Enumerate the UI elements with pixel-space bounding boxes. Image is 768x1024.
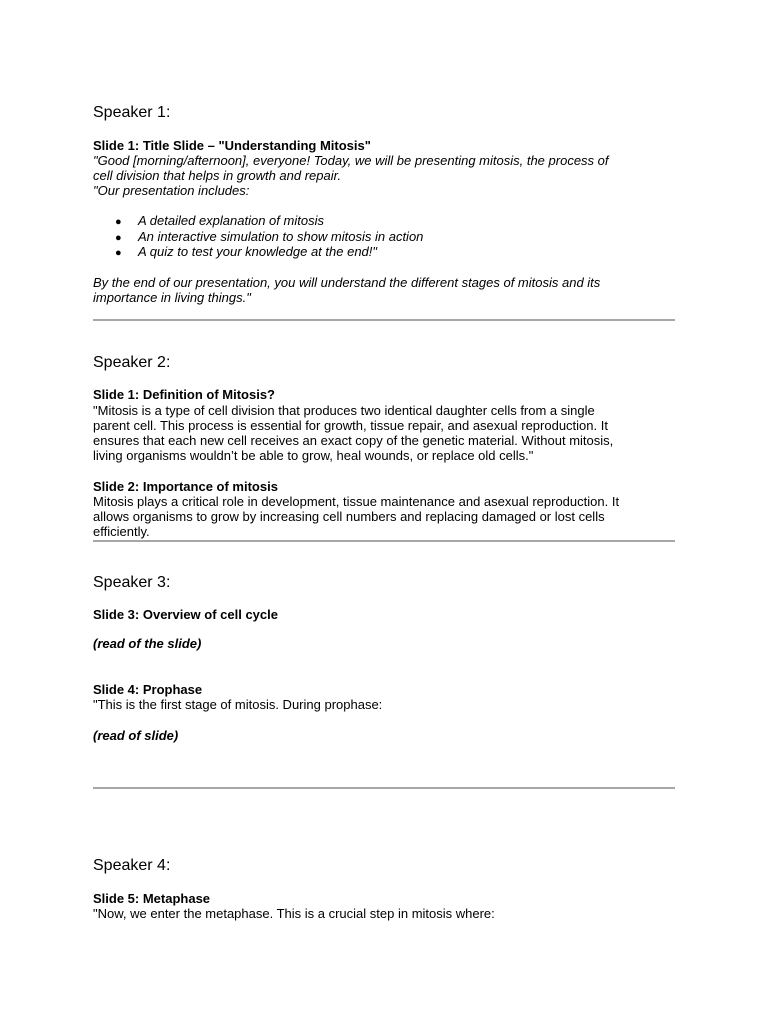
slide-title-cell-cycle: Slide 3: Overview of cell cycle (93, 607, 278, 622)
slide-title-importance: Slide 2: Importance of mitosis (93, 479, 278, 494)
paragraph-line: "Now, we enter the metaphase. This is a crucial step in mitosis where: (93, 906, 495, 921)
slide-1-title: Slide 1: Title Slide – "Understanding Mitosis" (93, 138, 371, 153)
bullet-icon: ● (115, 247, 122, 259)
paragraph-line: allows organisms to grow by increasing cell numbers and replacing damaged or lost cells (93, 509, 605, 524)
closing-line: importance in living things." (93, 290, 251, 305)
slide-title-prophase: Slide 4: Prophase (93, 682, 203, 697)
bullet-icon: ● (115, 232, 122, 244)
paragraph-line: "This is the first stage of mitosis. During prophase: (93, 697, 383, 712)
intro-line: cell division that helps in growth and repair. (93, 168, 342, 183)
paragraph-line: "Mitosis is a type of cell division that produces two identical daughter cells from a single (93, 403, 595, 418)
slide-title-definition: Slide 1: Definition of Mitosis? (93, 387, 275, 402)
section-divider (93, 787, 675, 789)
speaker-3-heading: Speaker 3: (93, 574, 171, 591)
closing-line: By the end of our presentation, you will understand the different stages of mitosis and its (93, 275, 601, 290)
paragraph-line: parent cell. This process is essential for growth, tissue repair, and asexual reproduction. It (93, 418, 608, 433)
speaker-1-heading: Speaker 1: (93, 104, 171, 121)
speaker-4-heading: Speaker 4: (93, 857, 171, 874)
bullet-text: An interactive simulation to show mitosis in action (138, 229, 424, 244)
paragraph-line: efficiently. (93, 524, 150, 539)
bullet-item (115, 244, 377, 261)
reading-note: (read of the slide) (93, 636, 202, 651)
reading-note: (read of slide) (93, 728, 179, 743)
intro-line: "Good [morning/afternoon], everyone! Today, we will be presenting mitosis, the process of (93, 153, 609, 168)
paragraph-line: living organisms wouldn’t be able to grow, heal wounds, or replace old cells." (93, 448, 534, 463)
section-divider (93, 319, 675, 321)
bullet-icon: ● (115, 216, 122, 228)
section-divider (93, 540, 675, 542)
slide-title-metaphase: Slide 5: Metaphase (93, 891, 211, 906)
bullet-item (115, 213, 324, 230)
bullet-text: A detailed explanation of mitosis (138, 213, 324, 228)
speaker-2-heading: Speaker 2: (93, 354, 171, 371)
bullet-text: A quiz to test your knowledge at the end!" (138, 244, 378, 259)
paragraph-line: ensures that each new cell receives an exact copy of the genetic material. Without mitosis, (93, 433, 614, 448)
intro-line: "Our presentation includes: (93, 183, 250, 198)
paragraph-line: Mitosis plays a critical role in development, tissue maintenance and asexual reproduction. It (93, 494, 620, 509)
